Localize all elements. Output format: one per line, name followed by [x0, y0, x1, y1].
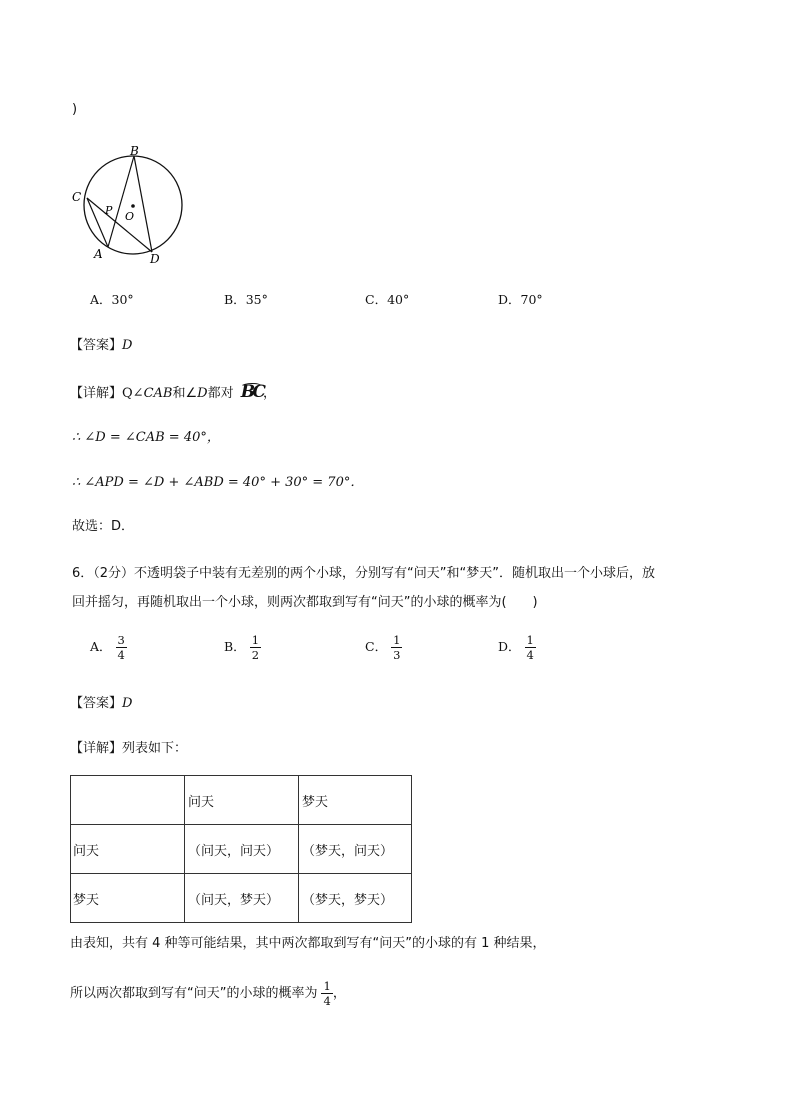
- table-cell: （问天，问天）: [185, 825, 299, 874]
- q5-option-c: C．40°: [365, 292, 410, 307]
- q6-option-b: B． $\frac{1}{2}$: [224, 633, 260, 663]
- q6-option-d: D． $\frac{1}{4}$: [498, 633, 534, 663]
- label-o: O: [125, 210, 135, 223]
- q5-choose: 故选：D．: [72, 519, 135, 534]
- q6-stem-line1: 6．（2分）不透明袋子中装有无差别的两个小球，分别写有“问天”和“梦天”．随机取出一个小球后，放: [72, 566, 655, 581]
- q5-therefore-1: ∴ ∠D = ∠CAB = 40°，: [72, 430, 220, 445]
- table-row: [71, 825, 412, 874]
- continued-paren: ): [72, 102, 78, 117]
- table-cell: （问天，梦天）: [185, 874, 299, 923]
- center-dot: [131, 204, 135, 208]
- table-row: [71, 874, 412, 923]
- q6-stem-line2: 回并摇匀，再随机取出一个小球，则两次都取到写有“问天”的小球的概率为( ): [72, 595, 538, 610]
- label-d: D: [150, 252, 160, 266]
- arc-mark-icon: [242, 383, 262, 389]
- q5-option-a: A．30°: [90, 292, 134, 307]
- table-cell: 问天: [71, 825, 185, 874]
- outcome-table: [70, 775, 412, 923]
- q6-option-c: C． $\frac{1}{3}$: [365, 633, 401, 663]
- table-cell: （梦天，问天）: [299, 825, 412, 874]
- table-cell: 梦天: [71, 874, 185, 923]
- q5-therefore-2: ∴ ∠APD = ∠D + ∠ABD = 40° + 30° = 70°．: [72, 475, 364, 490]
- segment-bd: [134, 156, 152, 252]
- label-c: C: [72, 190, 82, 204]
- table-header-row: [71, 776, 412, 825]
- table-cell: （梦天，梦天）: [299, 874, 412, 923]
- q5-detail-line1: 【详解】Q∠CAB和∠D都对 BC，: [70, 382, 276, 402]
- circle-figure: [66, 140, 196, 268]
- q6-conclusion-2: 所以两次都取到写有“问天”的小球的概率为 $\frac{1}{4}$ ，: [70, 979, 346, 1009]
- q5-option-d: D．70°: [498, 292, 543, 307]
- q6-detail: 【详解】列表如下：: [70, 741, 188, 756]
- table-cell: [71, 776, 185, 825]
- q6-conclusion-1: 由表知，共有 4 种等可能结果，其中两次都取到写有“问天”的小球的有 1 种结果，: [70, 936, 546, 951]
- table-cell: 问天: [185, 776, 299, 825]
- answer-tag: 【答案】: [70, 338, 123, 353]
- label-a: A: [94, 247, 103, 261]
- q5-option-b: B．35°: [224, 292, 268, 307]
- q6-option-a: A． $\frac{3}{4}$: [90, 633, 125, 663]
- label-b: B: [130, 144, 139, 158]
- answer-value: D: [122, 338, 133, 353]
- label-p: P: [105, 204, 113, 217]
- q6-answer: 【答案】D: [70, 696, 133, 711]
- table-cell: 梦天: [299, 776, 412, 825]
- q5-answer: [70, 334, 132, 353]
